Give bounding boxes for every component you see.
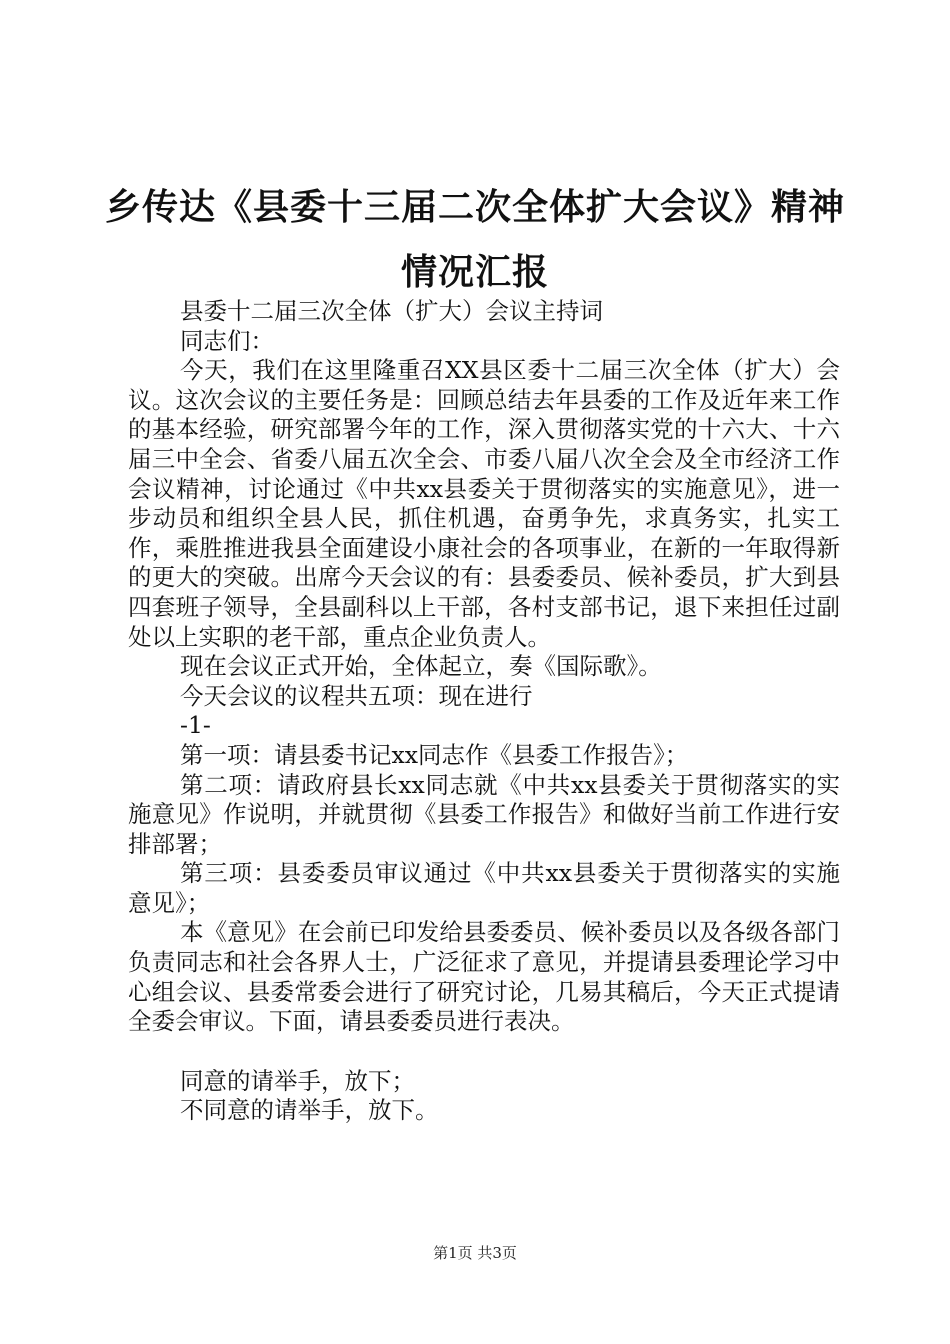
vote-disagree-paragraph: 不同意的请举手，放下。 xyxy=(180,1096,439,1125)
document-title-line-1: 乡传达《县委十三届二次全体扩大会议》精神 xyxy=(104,187,845,228)
opinion-paragraph: 本《意见》在会前已印发给县委委员、候补委员以及各级各部门负责同志和社会各界人士，广泛征求了意见，并提请县委理论学习中心组会议、县委常委会进行了研究讨论，几易其稿后，今天正式提请全委会审议。下面，请县委委员进行表决。 xyxy=(128,918,840,1036)
page-footer: 第1页 共3页 xyxy=(433,1244,517,1262)
inline-page-marker: -1- xyxy=(180,711,211,740)
agenda-item-2: 第二项：请政府县长xx同志就《中共xx县委关于贯彻落实的实施意见》作说明，并就贯彻《县委工作报告》和做好当前工作进行安排部署； xyxy=(128,770,840,858)
agenda-intro-paragraph: 今天会议的议程共五项：现在进行 xyxy=(180,681,533,710)
heading-paragraph: 县委十二届三次全体（扩大）会议主持词 xyxy=(180,297,603,325)
vote-agree-paragraph: 同意的请举手，放下； xyxy=(180,1066,415,1095)
start-meeting-paragraph: 现在会议正式开始，全体起立，奏《国际歌》。 xyxy=(180,652,662,681)
agenda-item-1: 第一项：请县委书记xx同志作《县委工作报告》； xyxy=(180,740,689,769)
document-body xyxy=(128,297,840,1126)
document-title-line-2: 情况汇报 xyxy=(400,252,549,293)
opening-paragraph: 今天，我们在这里隆重召XX县区委十二届三次全体（扩大）会议。这次会议的主要任务是：回顾总结去年县委的工作及近年来工作的基本经验，研究部署今年的工作，深入贯彻落实党的十六大、十六届三中全会、省委八届五次全会、市委八届八次全会及全市经济工作会议精神，讨论通过《中共xx县委关于贯彻落实的实施意见》，进一步动员和组织全县人民，抓住机遇，奋勇争先，求真务实，扎实工作，乘胜推进我县全面建设小康社会的各项事业，在新的一年取得新的更大的突破。出席今天会议的有：县委委员、候补委员，扩大到县四套班子领导，全县副科以上干部，各村支部书记，退下来担任过副处以上实职的老干部，重点企业负责人。 xyxy=(128,356,840,651)
paragraph-gap xyxy=(128,1037,840,1067)
agenda-item-3: 第三项：县委委员审议通过《中共xx县委关于贯彻落实的实施意见》； xyxy=(128,859,840,917)
salutation-paragraph: 同志们： xyxy=(180,326,274,355)
